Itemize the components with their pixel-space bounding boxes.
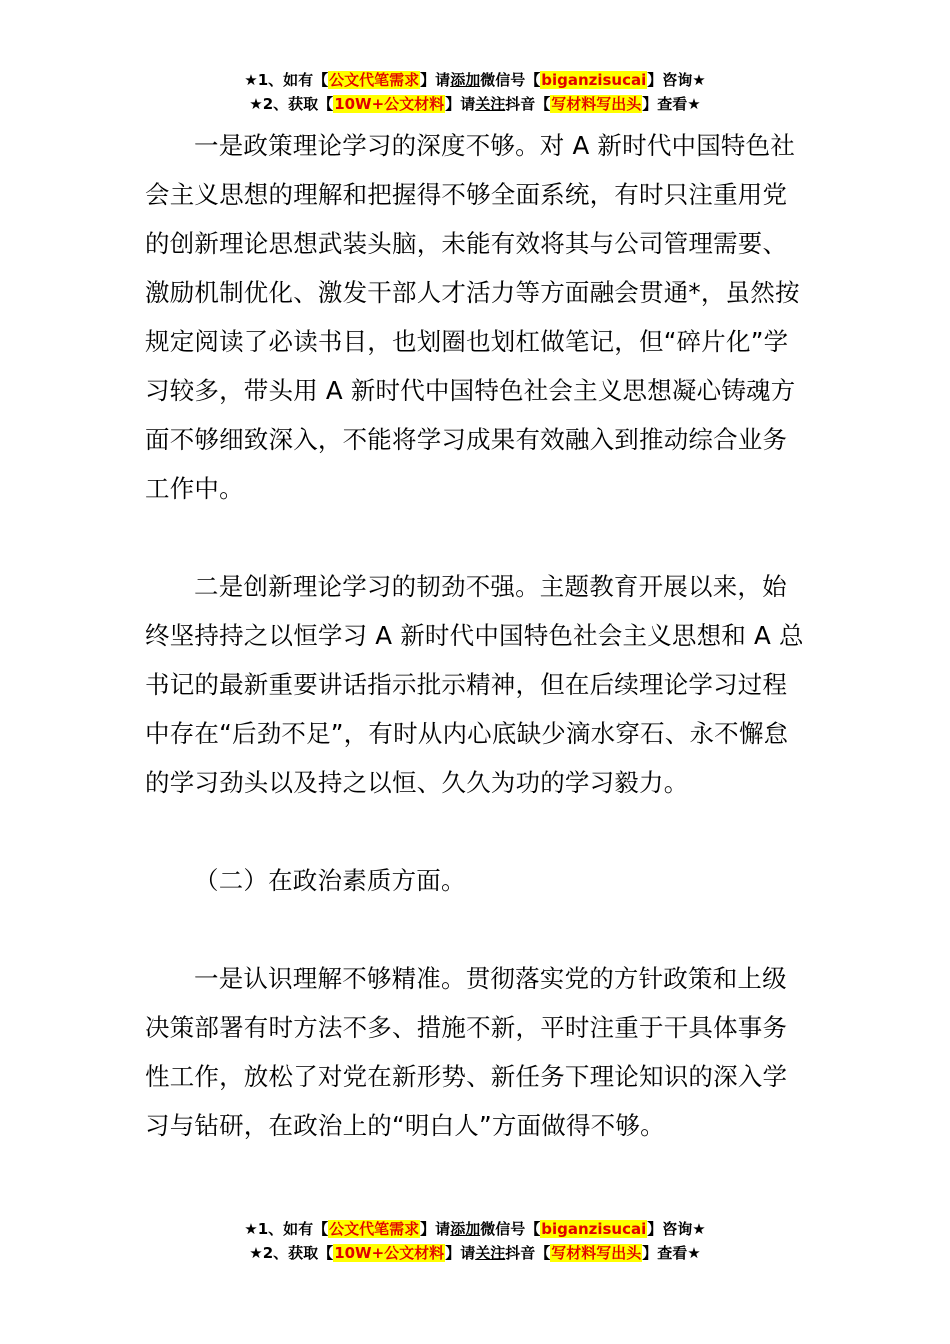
banner-text: 】咨询★ — [647, 1220, 706, 1238]
banner-underline: 添加 — [450, 71, 481, 89]
banner-text: 】请 — [420, 1220, 451, 1238]
banner-highlight: 公文代笔需求 — [329, 1220, 420, 1238]
banner-text: 】咨询★ — [647, 71, 706, 89]
paragraph: 二是创新理论学习的韧劲不强。主题教育开展以来，始终坚持持之以恒学习 A 新时代中国特色社会主义思想和 A 总书记的最新重要讲话指示批示精神，但在后续理论学习过程中存在“后劲不足”，有时从内心底缺少滴水穿石、永不懈怠的学习劲头以及持之以恒、久久为功的学习毅力。 — [145, 572, 804, 797]
banner-line-2 — [0, 92, 950, 116]
banner-highlight: 写材料写出头 — [551, 95, 642, 113]
banner-highlight: 写材料写出头 — [551, 1244, 642, 1262]
banner-highlight: biganzisucai — [541, 1220, 647, 1238]
banner-text: 】查看★ — [642, 1244, 701, 1262]
banner-underline: 关注 — [475, 95, 506, 113]
paragraph: 一是认识理解不够精准。贯彻落实党的方针政策和上级决策部署有时方法不多、措施不新，平时注重于干具体事务性工作，放松了对党在新形势、新任务下理论知识的深入学习与钻研，在政治上的“明白人”方面做得不够。 — [145, 964, 788, 1140]
banner-highlight: 10W+公文材料 — [334, 1244, 445, 1262]
banner-text: 抖音【 — [505, 95, 551, 113]
banner-text: ★2、获取【 — [249, 95, 334, 113]
banner-text: 】查看★ — [642, 95, 701, 113]
paragraph: 一是政策理论学习的深度不够。对 A 新时代中国特色社会主义思想的理解和把握得不够全面系统，有时只注重用党的创新理论思想武装头脑，未能有效将其与公司管理需要、激励机制优化、激发干部人才活力等方面融会贯通*，虽然按规定阅读了必读书目，也划圈也划杠做笔记，但“碎片化”学习较多，带头用 A 新时代中国特色社会主义思想凝心铸魂方面不够细致深入，不能将学习成果有效融入到推动综合业务工作中。 — [145, 131, 800, 503]
banner-line-1 — [0, 1217, 950, 1241]
banner-underline: 添加 — [450, 1220, 481, 1238]
banner-text: 】请 — [420, 71, 451, 89]
section-heading: （二）在政治素质方面。 — [194, 866, 466, 895]
banner-highlight: biganzisucai — [541, 71, 647, 89]
banner-highlight: 10W+公文材料 — [334, 95, 445, 113]
banner-line-1 — [0, 68, 950, 92]
banner-line-2 — [0, 1241, 950, 1265]
banner-text: 】请 — [445, 1244, 476, 1262]
document-body — [145, 121, 810, 1150]
header-banner — [0, 68, 950, 116]
footer-banner — [0, 1217, 950, 1265]
banner-text: 微信号【 — [480, 1220, 541, 1238]
banner-text: ★1、如有【 — [244, 71, 329, 89]
banner-highlight: 公文代笔需求 — [329, 71, 420, 89]
banner-text: 】请 — [445, 95, 476, 113]
banner-text: ★2、获取【 — [249, 1244, 334, 1262]
banner-text: ★1、如有【 — [244, 1220, 329, 1238]
banner-text: 微信号【 — [480, 71, 541, 89]
banner-underline: 关注 — [475, 1244, 506, 1262]
banner-text: 抖音【 — [505, 1244, 551, 1262]
